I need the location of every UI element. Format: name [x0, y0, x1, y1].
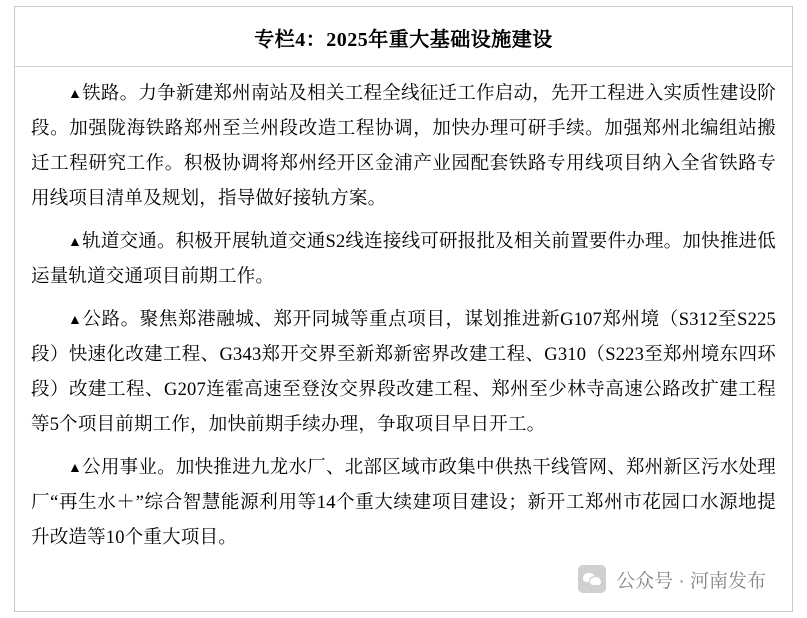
paragraph-text: 轨道交通。积极开展轨道交通S2线连接线可研报批及相关前置要件办理。加快推进低运量轨道交通项目前期工作。: [31, 232, 776, 287]
paragraph-text: 公用事业。加快推进九龙水厂、北部区域市政集中供热干线管网、郑州新区污水处理厂“再生水＋”综合智慧能源利用等14个重大续建项目建设；新开工郑州市花园口水源地提升改造等10个重大项目。: [31, 458, 777, 548]
watermark: [578, 565, 766, 593]
paragraph-public-utilities: [31, 451, 776, 556]
article-box: [14, 6, 793, 612]
bullet-triangle-icon: ▲: [68, 461, 83, 476]
title-area: [15, 7, 792, 60]
paragraph-highway: [31, 303, 776, 443]
paragraph-railway: [31, 77, 776, 217]
paragraph-rail-transit: [31, 225, 776, 295]
paragraph-text: 铁路。力争新建郑州南站及相关工程全线征迁工作启动，先开工程进入实质性建设阶段。加强陇海铁路郑州至兰州段改造工程协调，加快办理可研手续。加强郑州北编组站搬迁工程研究工作。积极协调将郑州经开区金浦产业园配套铁路专用线项目纳入全省铁路专用线项目清单及规划，指导做好接轨方案。: [31, 84, 777, 209]
page-title: 专栏4：2025年重大基础设施建设: [254, 29, 553, 51]
bullet-triangle-icon: ▲: [68, 235, 83, 250]
article-body: [15, 67, 792, 556]
bullet-triangle-icon: ▲: [68, 87, 83, 102]
watermark-label: 公众号 · 河南发布: [616, 570, 766, 592]
bullet-triangle-icon: ▲: [68, 313, 83, 328]
paragraph-text: 公路。聚焦郑港融城、郑开同城等重点项目，谋划推进新G107郑州境（S312至S225段）快速化改建工程、G343郑开交界至新郑新密界改建工程、G310（S223至郑州境东四环段）改建工程、G207连霍高速至登汝交界段改建工程、郑州至少林寺高速公路改扩建工程等5个项目前期工作，加快前期手续办理，争取项目早日开工。: [31, 310, 776, 435]
wechat-icon: [578, 565, 606, 593]
